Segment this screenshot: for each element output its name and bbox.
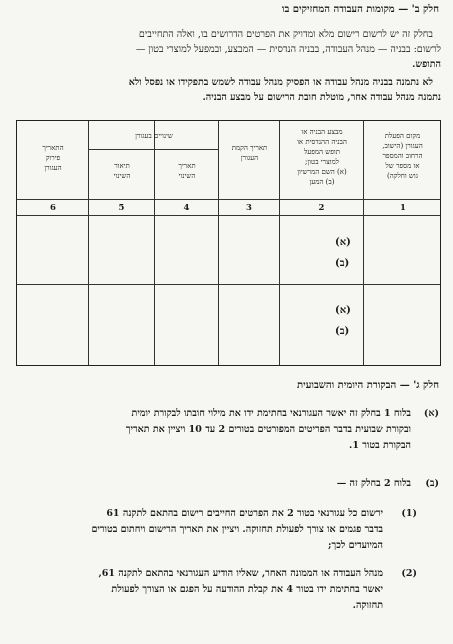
sub1-line3: המיועדים לכך;: [328, 540, 383, 551]
col2-header: מבצע הבניה או הבניה ההנדסית או תופש המפעל למוצרי בטון; (א) השם המרשיון (ב) המען: [297, 128, 347, 186]
section-b-para1-line3: התופש.: [412, 59, 441, 70]
crane-locations-table: [16, 120, 441, 366]
col-number-6: 6: [50, 203, 56, 213]
col-number-1: 1: [400, 203, 406, 213]
sub1-label: (1): [401, 508, 417, 519]
section-b-para1-line2: לרשום: בבניה — מנהל העבודה, בבניה הנדסית — המבצע, ובמפעל למוצרי בטון —: [135, 44, 441, 55]
item-a-label: (א): [423, 408, 439, 419]
col-number-4: 4: [183, 203, 190, 213]
sub2-line1: מנהל העבודה או הממונה האחר, שאליו הודיע העגורנאי בהתאם לתקנה 61,: [98, 568, 383, 579]
item-b-text: בלוח 2 בחלק זה —: [336, 478, 411, 489]
sub2-label: (2): [401, 568, 417, 579]
col-number-5: 5: [118, 203, 125, 213]
section-b-para2-line2: נתמנה מנהל עבודה אחר, מוטלת חובת הרישום על מבצע הבניה.: [202, 92, 441, 103]
item-a-line1: בלוח 1 בחלק זה יאשר העגורנאי בחתימת ידו את מילוי חובתו לבקורת יומית: [131, 408, 411, 419]
section-b-heading: חלק ב' — מקומות העבודה המחזיקים בו: [281, 4, 439, 15]
col4-header: תאריך השינוי: [178, 162, 196, 180]
col1-header: מקום הפעלת העגורן (הישוב, הרחוב והמספר או מספר של גוש וחלקה): [382, 132, 423, 180]
col-number-3: 3: [246, 203, 252, 213]
row1-mark-b: (ב): [335, 258, 350, 269]
section-c-heading: חלק ג' — הבקורת היומית והשבועית: [297, 380, 439, 391]
col3-header: תאריך הקמת העגורן: [231, 144, 268, 162]
changes-header: שינויים בעגורן: [135, 132, 173, 140]
item-a-line2: ובקורת שבועית בדבר הפריטים המפורטים בטורים 2 עד 10 ויציין את תאריך: [125, 424, 411, 435]
sub2-line3: תחזוקה.: [352, 600, 383, 611]
sub2-line2: יאשר בחתימת ידו בטור 4 את קבלת ההודעה על הפגם או הצורך לפעולת: [111, 584, 383, 595]
item-b-label: (ב): [425, 478, 439, 489]
row1-mark-a: (א): [335, 237, 351, 248]
sub1-line2: בדבר פגמים או צורך לפעולת תחזוקה. ויציין את תאריך הרישום ויחתום בטורים: [91, 524, 383, 535]
row2-mark-a: (א): [335, 305, 351, 316]
col5-header: תיאור השינוי: [113, 162, 131, 180]
section-b-para1-line1: בחלק זה יש לרשום רישום מלא ומדויק את הפרטים הדרושים בו, ואלה התחייבים: [138, 29, 433, 40]
row2-mark-b: (ב): [335, 326, 350, 337]
item-a-line3: הבקורת בטור 1.: [349, 440, 411, 451]
section-b-para2-line1: לא נתמנה בבניה מנהל עבודה או הפסיק מנהל עבודה לשמש בתפקידו או נפסל ולא: [128, 77, 433, 88]
col-number-2: 2: [318, 203, 325, 213]
sub1-line1: ירשום כל עגורנאי בטור 2 את הפרטים החייבים רישום בהתאם לתקנה 61: [106, 508, 383, 519]
col6-header: התאריך פירוק העגורן: [42, 144, 64, 172]
